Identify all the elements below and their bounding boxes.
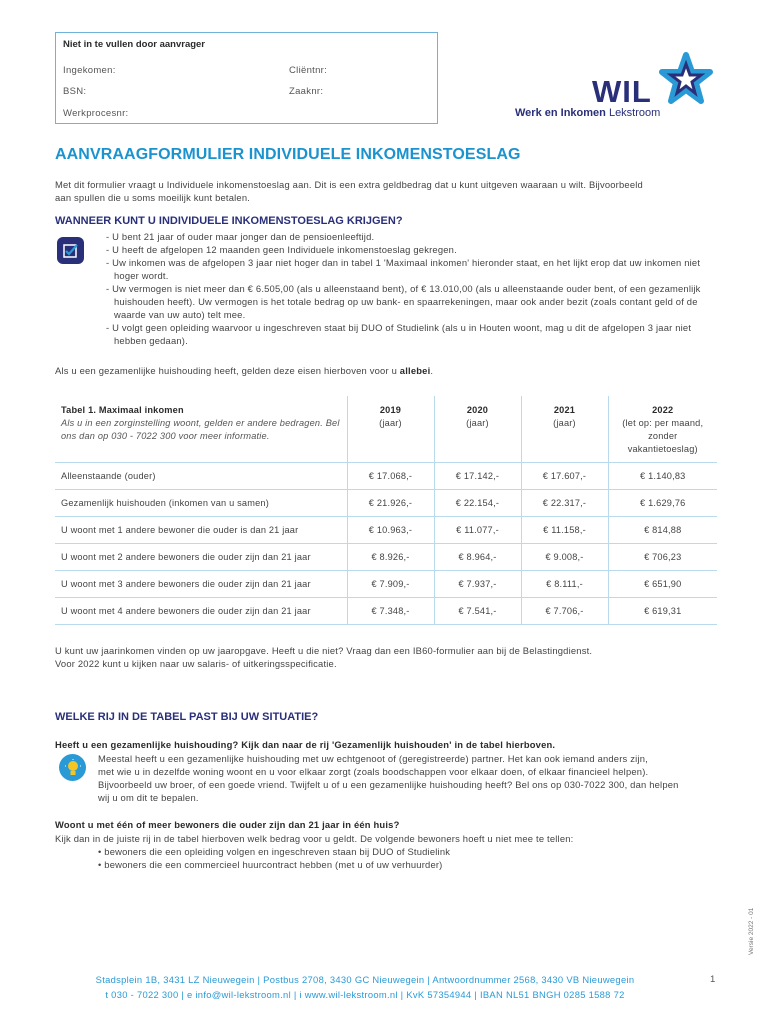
page-number: 1 bbox=[710, 974, 716, 985]
ingekomen-field[interactable]: Ingekomen: bbox=[63, 65, 116, 76]
table-row: Gezamenlijk huishouden (inkomen van u samen) € 21.926,- € 22.154,- € 22.317,- € 1.629,76 bbox=[55, 489, 717, 516]
office-use-title: Niet in te vullen door aanvrager bbox=[63, 39, 206, 50]
list-item: - Uw inkomen was de afgelopen 3 jaar niet hoger dan in tabel 1 'Maximaal inkomen' hieronder staat, en het lijkt erop dat uw inkomen niet hoger wordt. bbox=[106, 256, 701, 282]
section-when-heading: WANNEER KUNT U INDIVIDUELE INKOMENSTOESLAG KRIJGEN? bbox=[55, 215, 403, 227]
excluded-housemates-list bbox=[98, 845, 450, 871]
requirements-list bbox=[106, 230, 701, 347]
question-joint-household: Heeft u een gezamenlijke huishouding? Kijk dan naar de rij 'Gezamenlijk huishouden' in de tabel hierboven. bbox=[55, 739, 556, 750]
max-income-table bbox=[55, 396, 717, 625]
joint-household-explanation: Meestal heeft u een gezamenlijke huishouding met uw echtgenoot of (geregistreerde) partner. Het kan ook iemand anders zijn, met wie u in dezelfde woning woont en u voor elkaar zorgt (zoals boodschappen voor elkaar doen, of elkaar financieel helpen). Bijvoorbeeld uw broer, of een goede vriend. Twijfelt u of u een gezamenlijke huishouding heeft? Bel ons op 030-7022 300, dan helpen wij u om dit te bepalen. bbox=[98, 753, 679, 803]
table-row: Alleenstaande (ouder) € 17.068,- € 17.142,- € 17.607,- € 1.140,83 bbox=[55, 462, 717, 489]
checklist-icon bbox=[57, 237, 84, 264]
question-housemates: Woont u met één of meer bewoners die ouder zijn dan 21 jaar in één huis? bbox=[55, 819, 400, 830]
wil-logo bbox=[510, 52, 720, 122]
table-row: U woont met 2 andere bewoners die ouder zijn dan 21 jaar € 8.926,- € 8.964,- € 9.008,- € 706,23 bbox=[55, 543, 717, 570]
footer-contact: t 030 - 7022 300 | e info@wil-lekstroom.nl | i www.wil-lekstroom.nl | KvK 57354944 | IBAN NL51 BNGH 0285 1588 72 bbox=[105, 989, 625, 1000]
list-item: - Uw vermogen is niet meer dan € 6.505,00 (als u alleenstaand bent), of € 13.010,00 (als u alleenstaande ouder bent, of een gezamenlijk huishouden heeft). Uw vermogen is het totale bedrag op uw bank- en spaarrekeningen, maar ook ander bezit (zoals contant geld of de waarde van uw auto) telt mee. bbox=[106, 282, 701, 321]
lightbulb-icon bbox=[59, 754, 86, 781]
table-caption: Tabel 1. Maximaal inkomen Als u in een zorginstelling woont, gelden er andere bedragen. Bel ons dan op 030 - 7022 300 voor meer informatie. bbox=[55, 396, 347, 462]
list-item: - U heeft de afgelopen 12 maanden geen Individuele inkomenstoeslag gekregen. bbox=[106, 243, 701, 256]
logo-subtitle: Werk en Inkomen Lekstroom bbox=[515, 107, 661, 119]
year-column-header: 2021 (jaar) bbox=[521, 396, 608, 462]
logo-star-icon bbox=[658, 52, 714, 108]
year-column-header: 2020 (jaar) bbox=[434, 396, 521, 462]
section-which-row-heading: WELKE RIJ IN DE TABEL PAST BIJ UW SITUATIE? bbox=[55, 711, 319, 723]
table-header-row bbox=[55, 396, 717, 462]
table-row: U woont met 4 andere bewoners die ouder zijn dan 21 jaar € 7.348,- € 7.541,- € 7.706,- € 619,31 bbox=[55, 597, 717, 624]
list-item: • bewoners die een commercieel huurcontract hebben (met u of uw verhuurder) bbox=[98, 859, 443, 870]
year-column-header: 2019 (jaar) bbox=[347, 396, 434, 462]
after-table-text: U kunt uw jaarinkomen vinden op uw jaaropgave. Heeft u die niet? Vraag dan een IB60-formulier aan bij de Belastingdienst. Voor 2022 kunt u kijken naar uw salaris- of uitkeringsspecificatie. bbox=[55, 645, 593, 669]
zaaknr-field[interactable]: Zaaknr: bbox=[289, 86, 324, 97]
table-row: U woont met 3 andere bewoners die ouder zijn dan 21 jaar € 7.909,- € 7.937,- € 8.111,- € 651,90 bbox=[55, 570, 717, 597]
table-row: U woont met 1 andere bewoner die ouder is dan 21 jaar € 10.963,- € 11.077,- € 11.158,- € 814,88 bbox=[55, 516, 717, 543]
housemates-explanation: Kijk dan in de juiste rij in de tabel hierboven welk bedrag voor u geldt. De volgende bewoners hoeft u niet mee te tellen: bbox=[55, 833, 574, 844]
page-title: AANVRAAGFORMULIER INDIVIDUELE INKOMENSTOESLAG bbox=[55, 146, 521, 163]
clientnr-field[interactable]: Cliëntnr: bbox=[289, 65, 328, 76]
year-column-header: 2022 (let op: per maand, zonder vakantietoeslag) bbox=[608, 396, 717, 462]
list-item: • bewoners die een opleiding volgen en ingeschreven staan bij DUO of Studielink bbox=[98, 846, 451, 857]
joint-household-note: Als u een gezamenlijke huishouding heeft, gelden deze eisen hierboven voor u allebei. bbox=[55, 365, 434, 376]
version-label: Versie 2022 - 01 bbox=[748, 907, 755, 955]
intro-text: Met dit formulier vraagt u Individuele inkomenstoeslag aan. Dit is een extra geldbedrag dat u kunt uitgeven waaraan u wilt. Bijvoorbeeld aan spullen die u soms moeilijk kunt betalen. bbox=[55, 179, 643, 203]
logo-wordmark: WIL bbox=[592, 74, 652, 109]
footer-address: Stadsplein 1B, 3431 LZ Nieuwegein | Postbus 2708, 3430 GC Nieuwegein | Antwoordnummer 2568, 3430 VB Nieuwegein bbox=[95, 974, 635, 985]
office-use-box bbox=[55, 32, 438, 124]
list-item: - U volgt geen opleiding waarvoor u ingeschreven staat bij DUO of Studielink (als u in Houten woont, mag u dit de afgelopen 3 jaar niet hebben gedaan). bbox=[106, 321, 701, 347]
list-item: - U bent 21 jaar of ouder maar jonger dan de pensioenleeftijd. bbox=[106, 230, 701, 243]
werkprocesnr-field[interactable]: Werkprocesnr: bbox=[63, 108, 129, 119]
bsn-field[interactable]: BSN: bbox=[63, 86, 87, 97]
